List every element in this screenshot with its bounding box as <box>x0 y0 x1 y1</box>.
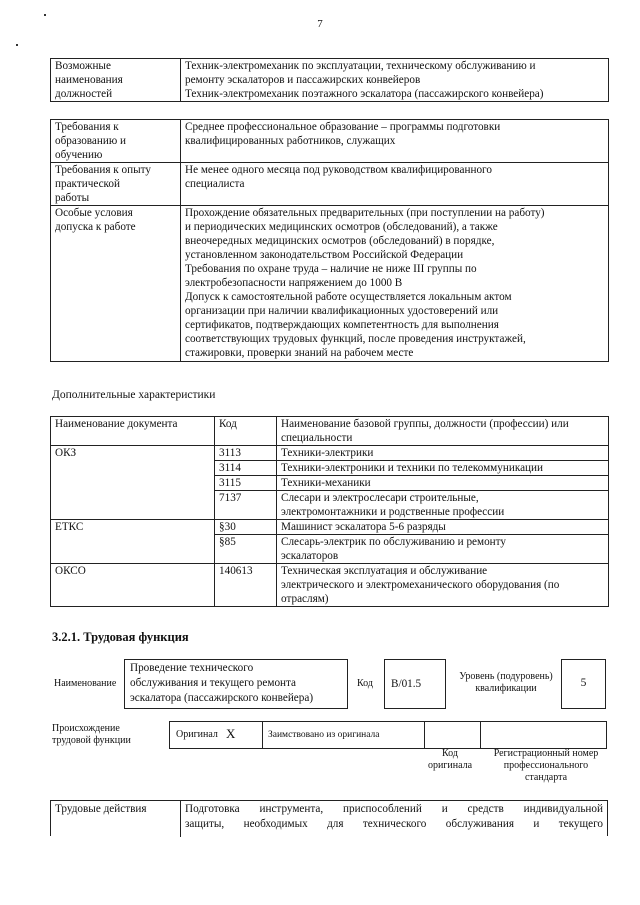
code-original-cell <box>424 722 481 748</box>
table-row <box>51 206 609 362</box>
table-header-row <box>51 417 609 446</box>
original-mark: X <box>226 726 236 741</box>
table-row <box>51 120 609 163</box>
value-cell: Не менее одного месяца под руководством квалифицированного специалиста <box>181 163 609 206</box>
label-cell: Требования к опыту практической работы <box>51 163 181 206</box>
column-header: Наименование документа <box>51 417 215 446</box>
doc-cell: ОКСО <box>51 564 215 607</box>
origin-label: Происхождение трудовой функции <box>52 723 131 746</box>
code-cell: §85 <box>215 535 277 564</box>
name-cell: Техническая эксплуатация и обслуживание электрического и электромеханического оборудования (по отраслям) <box>277 564 609 607</box>
name-cell: Машинист эскалатора 5-6 разряды <box>277 520 609 535</box>
code-cell: 140613 <box>215 564 277 607</box>
table-row <box>51 520 609 535</box>
code-original-label: Код оригинала <box>427 748 473 771</box>
level-value-box: 5 <box>561 659 606 709</box>
name-cell: Техники-механики <box>277 476 609 491</box>
table-row <box>51 564 609 607</box>
code-cell: 3113 <box>215 446 277 461</box>
code-label: Код <box>357 678 373 689</box>
borrowed-cell <box>262 722 425 748</box>
name-cell: Слесари и электрослесари строительные, электромонтажники и родственные профессии <box>277 491 609 520</box>
value-cell: Техник-электромеханик по эксплуатации, техническому обслуживанию и ремонту эскалаторов и пассажирских конвейеров Техник-электромеханик поэтажного эскалатора (пассажирского конвейера) <box>181 59 609 102</box>
name-cell: Техники-электроники и техники по телекоммуникации <box>277 461 609 476</box>
code-cell: 7137 <box>215 491 277 520</box>
doc-cell: ЕТКС <box>51 520 215 564</box>
value-cell: Подготовка инструмента, приспособлений и средств индивидуальной защиты, необходимых для технического обслуживания и текущего <box>185 803 603 830</box>
positions-table <box>50 58 609 102</box>
requirements-table <box>50 119 609 362</box>
column-header: Наименование базовой группы, должности (профессии) или специальности <box>277 417 609 446</box>
original-cell <box>170 722 263 748</box>
name-label: Наименование <box>54 678 117 689</box>
name-cell: Слесарь-электрик по обслуживанию и ремонту эскалаторов <box>277 535 609 564</box>
column-header: Код <box>215 417 277 446</box>
origin-table <box>169 721 607 749</box>
table-row <box>51 59 609 102</box>
borrowed-label: Заимствовано из оригинала <box>268 730 380 740</box>
reg-number-label: Регистрационный номер профессионального стандарта <box>493 748 599 783</box>
function-name-box: Проведение технического обслуживания и текущего ремонта эскалатора (пассажирского конвейера) <box>124 659 348 709</box>
value-cell: Среднее профессиональное образование – программы подготовки квалифицированных работников, служащих <box>181 120 609 163</box>
value-cell: Прохождение обязательных предварительных (при поступлении на работу) и периодических медицинских осмотров (обследований), а также внеочередных медицинских осмотров (обследований) в порядке, установленном законодательством Российской Федерации Требования по охране труда – наличие не ниже III группы по электробезопасности напряжением до 1000 В Допуск к самостоятельной работе осуществляется локальным актом организации при наличии квалификационных удостоверений или сертификатов, подтверждающих компетентность для выполнения соответствующих трудовых функций, после проведения инструктажей, стажировки, проверки знаний на рабочем месте <box>181 206 609 362</box>
original-label: Оригинал <box>176 729 218 740</box>
level-label: Уровень (подуровень) квалификации <box>459 671 553 694</box>
name-cell: Техники-электрики <box>277 446 609 461</box>
page-number: 7 <box>317 18 323 30</box>
code-cell: 3114 <box>215 461 277 476</box>
label-cell: Требования к образованию и обучению <box>51 120 181 163</box>
label-cell: Возможные наименования должностей <box>51 59 181 102</box>
code-value-box: B/01.5 <box>384 659 446 709</box>
doc-cell: ОКЗ <box>51 446 215 520</box>
label-cell: Особые условия допуска к работе <box>51 206 181 362</box>
code-cell: 3115 <box>215 476 277 491</box>
classification-table <box>50 416 609 607</box>
label-cell: Трудовые действия <box>51 801 181 837</box>
table-row <box>51 163 609 206</box>
scan-speck <box>16 44 18 46</box>
work-actions-table <box>50 800 608 836</box>
code-cell: §30 <box>215 520 277 535</box>
table-row <box>51 446 609 461</box>
scan-speck <box>44 14 46 16</box>
section-title: 3.2.1. Трудовая функция <box>52 630 189 644</box>
additional-heading: Дополнительные характеристики <box>52 389 216 401</box>
